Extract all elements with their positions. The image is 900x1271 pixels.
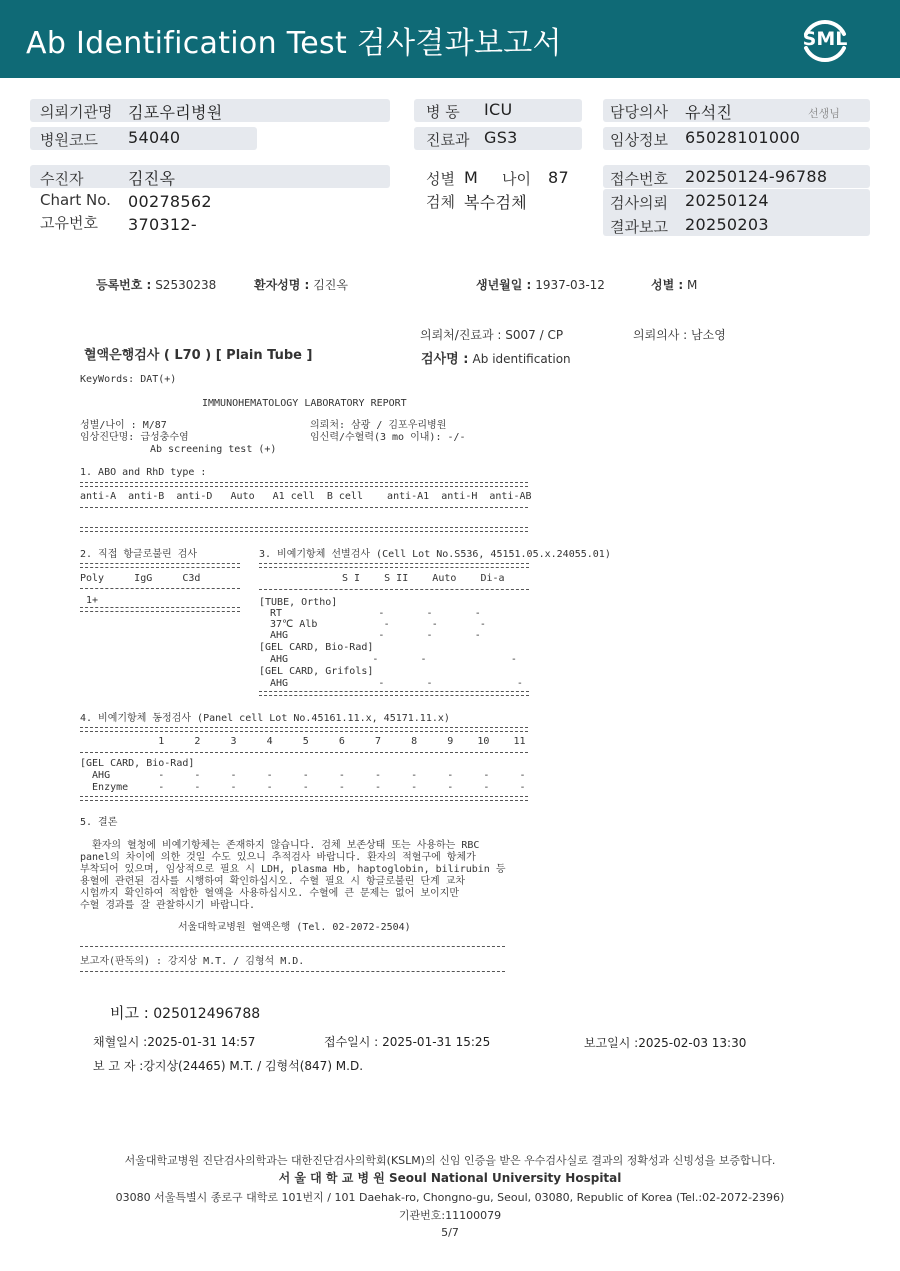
note-label: 비고 :: [110, 1004, 149, 1022]
org-number: 기관번호:11100079: [398, 1209, 502, 1222]
name-value: 김진옥: [313, 278, 348, 292]
collect-label: 채혈일시 :: [93, 1035, 148, 1049]
page-number: 5/7: [441, 1226, 459, 1239]
sec3-rt: RT - - -: [270, 608, 481, 619]
sec1-rule-bottom: [80, 527, 528, 532]
sec1-title: 1. ABO and RhD type :: [80, 467, 207, 478]
sec1-rule-mid: [80, 507, 528, 508]
institution-label: 의뢰기관명: [40, 103, 113, 121]
doctor-value: 유석진: [685, 103, 733, 122]
sec3-rule-bottom: [259, 691, 529, 696]
sec3-columns: S I S II Auto Di-a: [342, 573, 505, 584]
referral-doctor: 의뢰의사 : 남소영: [633, 328, 726, 342]
referral-dept: 의뢰처/진료과 : S007 / CP: [420, 328, 564, 342]
name-label: 환자성명 :: [254, 278, 310, 292]
institution-value: 김포우리병원: [128, 103, 223, 122]
patient-box: [30, 165, 390, 188]
dob-label: 생년월일 :: [476, 278, 532, 292]
logo-text: SML: [802, 28, 848, 50]
sec4-rule-bottom: [80, 796, 528, 801]
chart-label: Chart No.: [40, 191, 111, 209]
referral: 의뢰처: 삼광 / 김포우리병원: [310, 420, 447, 431]
test-name-label: 검사명 :: [421, 352, 469, 367]
dob-value: 1937-03-12: [535, 278, 605, 292]
chart-value: 00278562: [128, 192, 212, 211]
sec3-gel-grifols: [GEL CARD, Grifols]: [259, 666, 374, 677]
scan-sex-value: M: [687, 278, 698, 292]
receive-label: 접수일시 :: [324, 1035, 379, 1049]
request-value: 20250124: [685, 191, 769, 210]
sex-value: M: [464, 168, 479, 187]
ward-label: 병 동: [426, 103, 460, 121]
reporter-line: 보고자(판독의) : 강지상 M.T. / 김형석 M.D.: [80, 956, 305, 967]
sec4-rule-mid: [80, 752, 528, 753]
conclusion-line-5: 시험까지 확인하여 적합한 혈액을 사용하십시오. 수혈에 큰 문제는 없어 보이지만: [80, 888, 459, 899]
report-value: 20250203: [685, 215, 769, 234]
sec5-title: 5. 결론: [80, 817, 118, 828]
doctor-label: 담당의사: [610, 103, 668, 121]
sec4-rule-top: [80, 727, 528, 732]
note-value: 025012496788: [153, 1006, 261, 1022]
doctor-suffix: 선생님: [808, 107, 840, 120]
sec3-gel-biorad: [GEL CARD, Bio-Rad]: [259, 642, 374, 653]
sec2-title: 2. 직접 항글로불린 검사: [80, 549, 198, 560]
pregnancy: 임신력/수혈력(3 mo 이내): -/-: [310, 432, 466, 443]
sec3-title: 3. 비예기항체 선별검사 (Cell Lot No.S536, 45151.05.x.24055.01): [259, 549, 611, 560]
page-title: Ab Identification Test 검사결과보고서: [26, 26, 562, 61]
receive-value: 2025-01-31 15:25: [382, 1035, 491, 1049]
report-label: 결과보고: [610, 218, 668, 236]
specimen-label: 검체: [426, 193, 455, 211]
test-name-value: Ab identification: [472, 352, 571, 366]
patient-label: 수진자: [40, 170, 84, 188]
summary-reporter-label: 보 고 자 :: [93, 1059, 144, 1073]
sec3-rule-top: [259, 563, 529, 568]
reporter-rule-bottom: [80, 971, 505, 972]
header-bar: [0, 0, 900, 78]
sec2-columns: Poly IgG C3d: [80, 573, 201, 584]
sex-label: 성별: [426, 170, 455, 188]
request-label: 검사의뢰: [610, 194, 668, 212]
conclusion-line-4: 용혈에 관련된 검사를 시행하여 확인하십시오. 수혈 필요 시 항글로불린 단계 교차: [80, 876, 466, 887]
sec2-rule-mid: [80, 588, 240, 589]
sec3-ahg-grifols: AHG - - -: [270, 678, 523, 689]
dept-value: GS3: [484, 128, 518, 147]
age-label: 나이: [502, 170, 531, 188]
receipt-label: 접수번호: [610, 170, 668, 188]
sex-age: 성별/나이 : M/87: [80, 420, 167, 431]
reporter-rule-top: [80, 946, 505, 947]
patient-value: 김진옥: [128, 169, 176, 188]
blood-bank: 서울대학교병원 혈액은행 (Tel. 02-2072-2504): [178, 922, 411, 933]
keywords: KeyWords: DAT(+): [80, 374, 177, 385]
conclusion-line-3: 부착되어 있으며, 임상적으로 필요 시 LDH, plasma Hb, haptoglobin, bilirubin 등: [80, 864, 506, 875]
conclusion-line-6: 수혈 경과를 잘 관찰하시기 바랍니다.: [80, 900, 256, 911]
diagnosis-2: Ab screening test (+): [150, 444, 277, 455]
hospital-code-label: 병원코드: [40, 131, 98, 149]
sml-logo: [798, 14, 852, 68]
sec3-ahg: AHG - - -: [270, 630, 481, 641]
conclusion-line-2: panel의 차이에 의한 것일 수도 있으니 추적검사 바랍니다. 환자의 적혈구에 항체가: [80, 852, 476, 863]
receipt-value: 20250124-96788: [685, 167, 828, 186]
sec1-columns: anti-A anti-B anti-D Auto A1 cell B cell anti-A1 anti-H anti-AB: [80, 491, 532, 502]
certification: 서울대학교병원 진단검사의학과는 대한진단검사의학회(KSLM)의 신임 인증을 받은 우수검사실로 결과의 정확성과 신빙성을 보증합니다.: [124, 1154, 776, 1167]
clinical-value: 65028101000: [685, 128, 801, 147]
id-label: 고유번호: [40, 214, 98, 232]
address: 03080 서울특별시 종로구 대학로 101번지 / 101 Daehak-ro, Chongno-gu, Seoul, 03080, Republic of Korea (Tel.:02-2072-2396): [115, 1191, 785, 1204]
report-time-value: 2025-02-03 13:30: [638, 1036, 747, 1050]
sec3-tube: [TUBE, Ortho]: [259, 597, 338, 608]
scan-sex-label: 성별 :: [651, 278, 684, 292]
hospital-code-value: 54040: [128, 128, 181, 147]
summary-reporter-value: 강지상(24465) M.T. / 김형석(847) M.D.: [143, 1059, 364, 1073]
dept-label: 진료과: [426, 131, 470, 149]
sec2-value: 1+: [86, 595, 99, 606]
specimen-value: 복수검체: [464, 193, 528, 212]
sec4-ahg: AHG - - - - - - - - - - -: [80, 770, 526, 781]
sec3-rule-mid: [259, 589, 529, 590]
clinical-label: 임상정보: [610, 131, 668, 149]
report-time-label: 보고일시 :: [584, 1036, 639, 1050]
lab-title: IMMUNOHEMATOLOGY LABORATORY REPORT: [202, 398, 407, 409]
sec2-rule-top: [80, 563, 240, 568]
sec4-gel: [GEL CARD, Bio-Rad]: [80, 758, 195, 769]
sec3-ahg-biorad: AHG - - -: [270, 654, 517, 665]
sec4-enzyme: Enzyme - - - - - - - - - - -: [80, 782, 526, 793]
diagnosis: 임상진단명: 급성충수염: [80, 432, 189, 443]
sec4-title: 4. 비예기항체 동정검사 (Panel cell Lot No.45161.11.x, 45171.11.x): [80, 713, 450, 724]
hospital-name: 서 울 대 학 교 병 원 Seoul National University Hospital: [278, 1171, 622, 1185]
sec2-rule-bottom: [80, 607, 240, 612]
reg-label: 등록번호 :: [96, 278, 152, 292]
sec3-37c: 37℃ Alb - - -: [270, 619, 486, 630]
sec4-columns: 1 2 3 4 5 6 7 8 9 10 11: [80, 736, 526, 747]
collect-value: 2025-01-31 14:57: [147, 1035, 256, 1049]
conclusion-line-1: 환자의 혈청에 비예기항체는 존재하지 않습니다. 검체 보존상태 또는 사용하는 RBC: [80, 840, 480, 851]
ward-value: ICU: [484, 100, 513, 119]
sec1-rule-top: [80, 482, 528, 487]
test-category: 혈액은행검사 ( L70 ) [ Plain Tube ]: [84, 348, 313, 363]
age-value: 87: [548, 168, 569, 187]
reg-value: S2530238: [155, 278, 217, 292]
id-value: 370312-: [128, 215, 197, 234]
